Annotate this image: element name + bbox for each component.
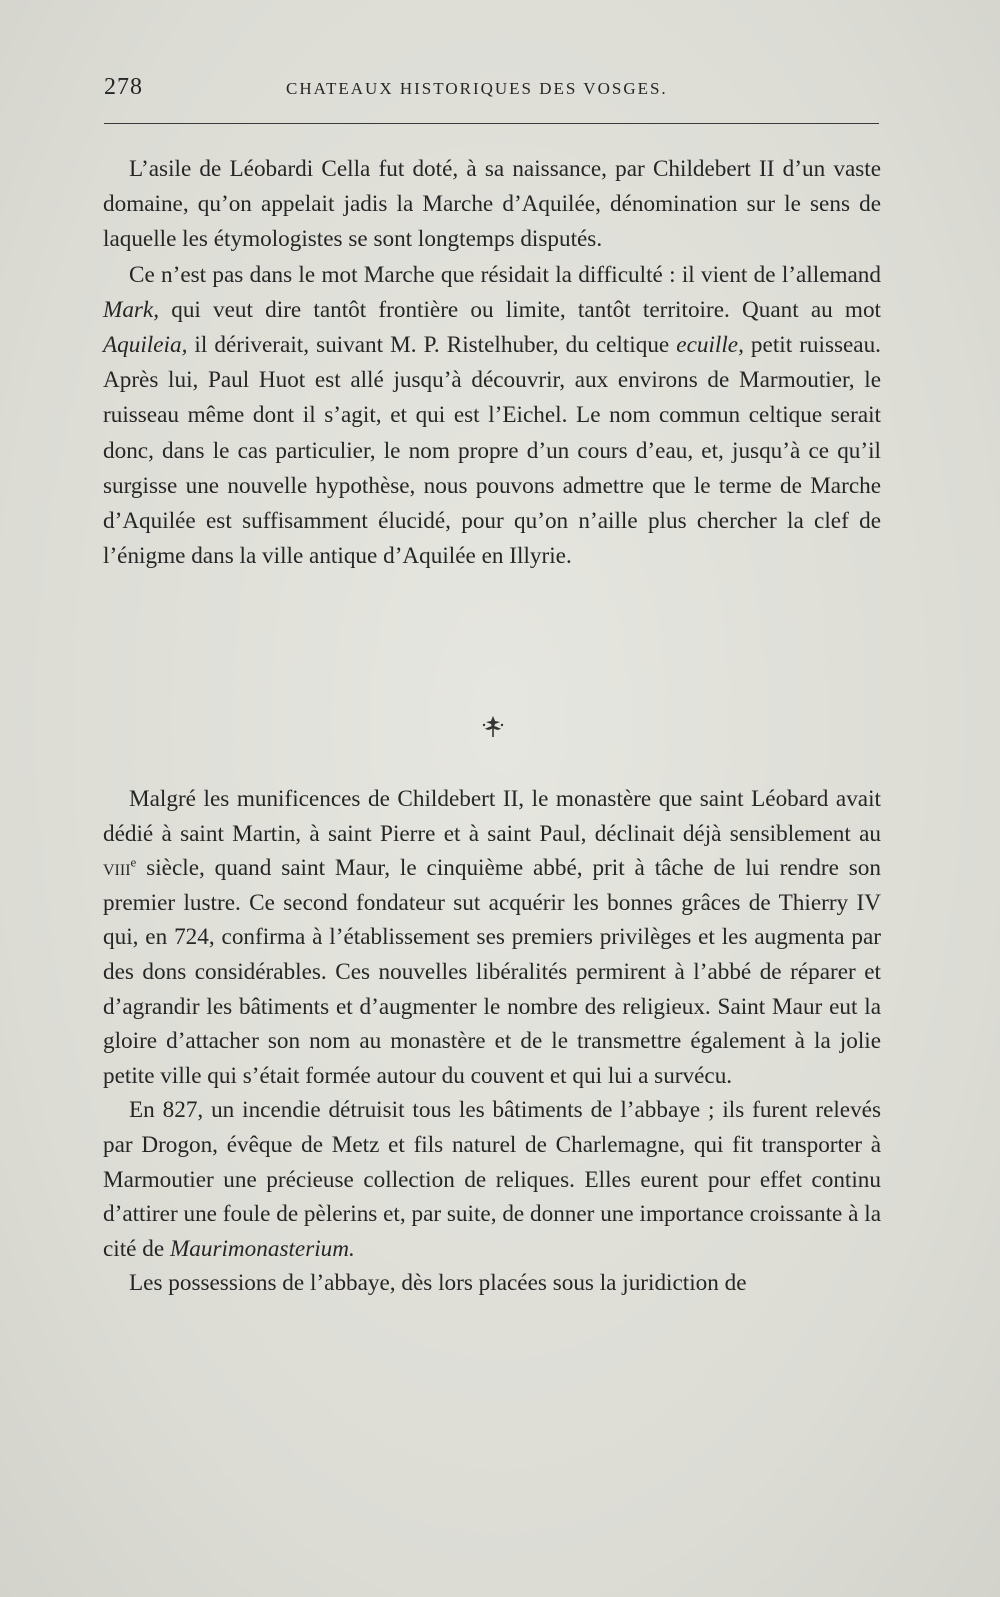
paragraph xyxy=(103,1266,881,1301)
paragraph xyxy=(103,1093,881,1266)
paragraph-text: En 827, un incendie détruisit tous les bâtiments de l’abbaye ; ils furent relevés par Drogon, évêque de Metz et fils naturel de Charlemagne, qui fit transporter à Marmoutier une précieuse collection de reliques. Elles eurent pour effet continu d’attirer une foule de pèlerins et, par suite, de donner une importance croissante à la cité de xyxy=(103,1097,881,1262)
paragraph-text: petit ruisseau. Après lui, Paul Huot est allé jusqu’à découvrir, aux environs de Marmoutier, le ruisseau même dont il s’agit, et qui est l’Eichel. Le nom commun celtique serait donc, dans le cas particulier, le nom propre d’un cours d’eau, et, jusqu’à ce qu’il surgisse une nouvelle hypothèse, nous pouvons admettre que le terme de Marche d’Aquilée est suffisamment élucidé, pour qu’on n’aille plus chercher la clef de l’énigme dans la ville antique d’Aquilée en Illyrie. xyxy=(103,332,881,570)
header-rule xyxy=(104,123,879,124)
italic-text: ecuille, xyxy=(676,332,744,359)
small-caps-text: viii xyxy=(103,855,131,882)
paragraph xyxy=(103,782,881,1093)
text-section-2 xyxy=(103,782,881,1301)
superscript-text: e xyxy=(130,854,137,870)
italic-text: Mark, xyxy=(103,296,160,323)
paragraph xyxy=(103,258,881,575)
fleuron-icon xyxy=(478,712,508,742)
italic-text: Maurimonasterium. xyxy=(169,1235,355,1262)
paragraph-text: L’asile de Léobardi Cella fut doté, à sa naissance, par Childebert II d’un vaste domaine, qu’on appelait jadis la Marche d’Aquilée, dénomination sur le sens de laquelle les étymologistes se sont longtemps disputés. xyxy=(103,156,881,253)
text-section-1 xyxy=(103,152,881,574)
paragraph xyxy=(103,152,881,258)
paragraph-text: Ce n’est pas dans le mot Marche que résidait la difficulté : il vient de l’allemand xyxy=(129,261,881,288)
running-title: CHATEAUX HISTORIQUES DES VOSGES. xyxy=(286,79,668,98)
italic-text: Aquileia, xyxy=(103,332,188,359)
paragraph-text: il dériverait, suivant M. P. Ristelhuber, du celtique xyxy=(187,332,677,359)
running-head xyxy=(104,74,880,104)
page-number: 278 xyxy=(104,74,143,100)
paragraph-text: Les possessions de l’abbaye, dès lors placées sous la juridiction de xyxy=(129,1270,747,1297)
paragraph-text: siècle, quand saint Maur, le cinquième abbé, prit à tâche de lui rendre son premier lustre. Ce second fondateur sut acquérir les bonnes grâces de Thierry IV qui, en 724, confirma à l’établissement ses premiers privilèges et les augmenta par des dons considérables. Ces nouvelles libéralités permirent à l’abbé de réparer et d’agrandir les bâtiments et d’augmenter le nombre des religieux. Saint Maur eut la gloire d’attacher son nom au monastère et de le transmettre également à la jolie petite ville qui s’était formée autour du couvent et qui lui a survécu. xyxy=(103,855,881,1089)
paragraph-text: Malgré les munificences de Childebert II, le monastère que saint Léobard avait dédié à saint Martin, à saint Pierre et à saint Paul, déclinait déjà sensiblement au xyxy=(103,786,881,847)
paragraph-text: qui veut dire tantôt frontière ou limite, tantôt territoire. Quant au mot xyxy=(159,296,881,323)
